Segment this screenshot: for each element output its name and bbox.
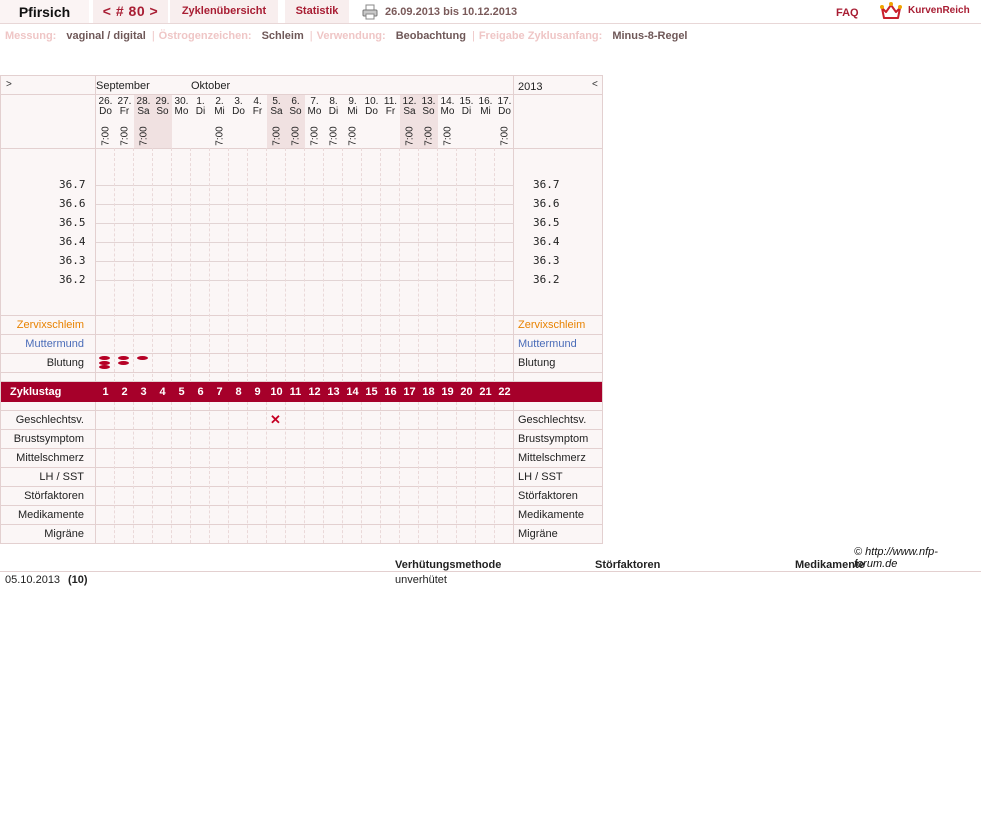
temperature-label: 36.5 xyxy=(533,216,560,229)
settings-summary xyxy=(5,30,975,42)
row-label-bleeding: Blutung xyxy=(46,357,84,369)
measurement-time xyxy=(96,125,115,147)
day-column-line xyxy=(266,148,267,382)
row-label-mittelschmerz: Mittelschmerz xyxy=(518,452,586,464)
info-separator: | xyxy=(309,30,313,42)
day-column-line xyxy=(494,148,495,382)
measurement-time xyxy=(134,125,153,147)
day-date: 11. xyxy=(383,96,398,107)
day-header[interactable] xyxy=(210,97,229,117)
cycle-day-number: 17 xyxy=(403,386,416,398)
day-weekday: Mi xyxy=(480,106,491,117)
day-column-line xyxy=(456,402,457,543)
table-row-count: (10) xyxy=(68,574,88,586)
info-value: Minus-8-Regel xyxy=(612,30,688,42)
measurement-time-text: 7:00 xyxy=(404,126,415,146)
day-column-line xyxy=(399,148,400,382)
day-date: 28. xyxy=(136,96,151,107)
chart-next-button[interactable]: < xyxy=(592,79,598,90)
user-name: Pfirsich xyxy=(0,0,89,23)
column-header-method: Verhütungsmethode xyxy=(395,559,502,571)
day-date: 7. xyxy=(310,96,319,107)
temperature-gridline xyxy=(96,223,514,224)
day-column-line xyxy=(114,148,115,382)
day-date: 13. xyxy=(421,96,436,107)
cycle-day-number: 1 xyxy=(102,386,109,398)
day-weekday: So xyxy=(422,106,435,117)
cycle-day-label: Zyklustag xyxy=(10,386,62,398)
day-header[interactable] xyxy=(115,97,134,117)
cycle-day-number: 2 xyxy=(121,386,128,398)
faq-link[interactable]: FAQ xyxy=(836,7,859,19)
day-column-line xyxy=(475,148,476,382)
day-date: 5. xyxy=(272,96,281,107)
info-value: Beobachtung xyxy=(395,30,466,42)
cycle-day-number: 3 xyxy=(140,386,147,398)
day-header[interactable] xyxy=(172,97,191,117)
day-header[interactable] xyxy=(381,97,400,117)
day-header[interactable] xyxy=(229,97,248,117)
cycle-day-number: 14 xyxy=(346,386,359,398)
bleeding-mark[interactable] xyxy=(118,356,129,360)
day-date: 10. xyxy=(364,96,379,107)
day-weekday: So xyxy=(156,106,169,117)
day-header[interactable] xyxy=(362,97,381,117)
day-column-line xyxy=(247,148,248,382)
day-column-line xyxy=(494,402,495,543)
intercourse-mark[interactable]: ✕ xyxy=(270,412,281,427)
cycle-day-number: 11 xyxy=(289,386,302,398)
bleeding-mark[interactable] xyxy=(137,356,148,360)
logo-crown-icon xyxy=(880,2,902,20)
day-weekday: Do xyxy=(232,106,245,117)
day-date: 29. xyxy=(155,96,170,107)
measurement-time-text: 7:00 xyxy=(442,126,453,146)
day-column-line xyxy=(361,148,362,382)
day-weekday: Mo xyxy=(174,106,189,117)
row-divider xyxy=(1,372,602,373)
day-header[interactable] xyxy=(457,97,476,117)
row-divider xyxy=(1,410,602,411)
day-header[interactable] xyxy=(248,97,267,117)
temperature-gridline xyxy=(96,185,514,186)
row-label-breast: Brustsymptom xyxy=(518,433,589,445)
day-column-line xyxy=(190,402,191,543)
day-column-line xyxy=(323,148,324,382)
day-header[interactable] xyxy=(286,97,305,117)
day-column-line xyxy=(475,402,476,543)
row-label-lh: LH / SST xyxy=(518,471,563,483)
table-row-method: unverhütet xyxy=(395,574,447,586)
measurement-time-text: 7:00 xyxy=(271,126,282,146)
measurement-time xyxy=(419,125,438,147)
info-value: Schleim xyxy=(261,30,304,42)
row-divider xyxy=(1,467,602,468)
day-column-line xyxy=(247,402,248,543)
temperature-gridline xyxy=(96,280,514,281)
info-separator: | xyxy=(471,30,475,42)
day-weekday: Fr xyxy=(119,106,130,117)
row-divider xyxy=(1,524,602,525)
measurement-time-text: 7:00 xyxy=(100,126,111,146)
temperature-gridline xyxy=(96,204,514,205)
measurement-time xyxy=(495,125,514,147)
day-column-line xyxy=(304,402,305,543)
day-date: 9. xyxy=(348,96,357,107)
day-weekday: Mi xyxy=(214,106,225,117)
day-column-line xyxy=(152,148,153,382)
day-column-line xyxy=(152,402,153,543)
row-divider xyxy=(1,429,602,430)
day-weekday: Do xyxy=(365,106,378,117)
cycle-chart xyxy=(0,75,603,544)
day-header[interactable] xyxy=(305,97,324,117)
day-date: 1. xyxy=(196,96,205,107)
row-label-breast: Brustsymptom xyxy=(13,433,84,445)
row-label-migraine: Migräne xyxy=(518,528,558,540)
info-label: Östrogenzeichen: xyxy=(158,30,252,42)
day-column-line xyxy=(133,402,134,543)
day-column-line xyxy=(304,148,305,382)
cycle-day-number: 21 xyxy=(479,386,492,398)
cycle-day-number: 10 xyxy=(270,386,283,398)
day-weekday: Sa xyxy=(403,106,416,117)
day-header[interactable] xyxy=(96,97,115,117)
day-date: 16. xyxy=(478,96,493,107)
row-label-cervix-os: Muttermund xyxy=(518,338,577,350)
year-label: 2013 xyxy=(518,81,543,93)
day-header[interactable] xyxy=(134,97,153,117)
chart-prev-button[interactable]: > xyxy=(6,79,12,90)
month-label: September xyxy=(96,80,150,92)
month-label: Oktober xyxy=(191,80,231,92)
row-divider xyxy=(1,486,602,487)
day-column-line xyxy=(380,148,381,382)
row-label-medication: Medikamente xyxy=(17,509,84,521)
row-label-cervix-mucus: Zervixschleim xyxy=(16,319,84,331)
cycle-day-number: 16 xyxy=(384,386,397,398)
measurement-time xyxy=(343,125,362,147)
measurement-time xyxy=(400,125,419,147)
table-row-date[interactable]: 05.10.2013 xyxy=(5,574,61,586)
day-column-line xyxy=(190,148,191,382)
measurement-time-text: 7:00 xyxy=(423,126,434,146)
measurement-time xyxy=(210,125,229,147)
info-label: Messung: xyxy=(5,30,57,42)
cycle-navigator[interactable]: < # 80 > xyxy=(93,0,168,23)
column-header-disturbance: Störfaktoren xyxy=(595,559,661,571)
temperature-label: 36.4 xyxy=(59,235,86,248)
day-date: 15. xyxy=(459,96,474,107)
day-column-line xyxy=(418,148,419,382)
day-column-line xyxy=(228,402,229,543)
day-column-line xyxy=(342,148,343,382)
day-header[interactable] xyxy=(438,97,457,117)
measurement-time-text: 7:00 xyxy=(214,126,225,146)
cycle-day-number: 18 xyxy=(422,386,435,398)
measurement-time xyxy=(286,125,305,147)
day-column-line xyxy=(228,148,229,382)
day-weekday: Di xyxy=(461,106,472,117)
row-label-intercourse: Geschlechtsv. xyxy=(15,414,84,426)
day-header[interactable] xyxy=(267,97,286,117)
bleeding-mark[interactable] xyxy=(99,356,110,360)
bleeding-mark[interactable] xyxy=(118,361,129,365)
row-divider xyxy=(1,315,602,316)
day-column-line xyxy=(380,402,381,543)
notes-table-header xyxy=(0,559,981,572)
day-column-line xyxy=(171,402,172,543)
temperature-label: 36.3 xyxy=(533,254,560,267)
day-column-line xyxy=(437,402,438,543)
row-label-lh: LH / SST xyxy=(39,471,84,483)
day-column-line xyxy=(209,402,210,543)
date-range: 26.09.2013 bis 10.12.2013 xyxy=(385,6,518,18)
day-weekday: Sa xyxy=(270,106,283,117)
info-label: Verwendung: xyxy=(316,30,386,42)
row-label-disturbance: Störfaktoren xyxy=(24,490,84,502)
info-label: Freigabe Zyklusanfang: xyxy=(478,30,603,42)
day-weekday: Mi xyxy=(347,106,358,117)
temperature-label: 36.2 xyxy=(59,273,86,286)
cycle-day-number: 4 xyxy=(159,386,166,398)
day-weekday: Di xyxy=(195,106,206,117)
row-divider xyxy=(1,505,602,506)
day-date: 26. xyxy=(98,96,113,107)
day-date: 2. xyxy=(215,96,224,107)
day-header[interactable] xyxy=(419,97,438,117)
day-column-line xyxy=(437,148,438,382)
day-column-line xyxy=(171,148,172,382)
day-header[interactable] xyxy=(495,97,514,117)
measurement-time-text: 7:00 xyxy=(309,126,320,146)
day-weekday: So xyxy=(289,106,302,117)
day-column-line xyxy=(361,402,362,543)
day-date: 8. xyxy=(329,96,338,107)
temperature-label: 36.6 xyxy=(59,197,86,210)
day-column-line xyxy=(418,402,419,543)
cycle-day-band xyxy=(1,382,602,402)
row-label-intercourse: Geschlechtsv. xyxy=(518,414,587,426)
temperature-label: 36.3 xyxy=(59,254,86,267)
cycle-day-number: 13 xyxy=(327,386,340,398)
day-date: 12. xyxy=(402,96,417,107)
day-header[interactable] xyxy=(400,97,419,117)
day-weekday: Mo xyxy=(307,106,322,117)
bleeding-mark[interactable] xyxy=(99,361,110,365)
copyright[interactable]: © http://www.nfp-forum.de xyxy=(854,546,938,570)
day-column-line xyxy=(114,402,115,543)
row-label-migraine: Migräne xyxy=(44,528,84,540)
day-header[interactable] xyxy=(153,97,172,117)
day-date: 6. xyxy=(291,96,300,107)
cycle-day-number: 20 xyxy=(460,386,473,398)
top-bar xyxy=(0,0,981,24)
day-date: 3. xyxy=(234,96,243,107)
bleeding-mark[interactable] xyxy=(99,365,110,369)
cycle-day-number: 12 xyxy=(308,386,321,398)
day-column-line xyxy=(342,402,343,543)
temperature-gridline xyxy=(96,242,514,243)
row-label-cervix-os: Muttermund xyxy=(25,338,84,350)
row-divider xyxy=(1,334,602,335)
day-header[interactable] xyxy=(191,97,210,117)
temperature-label: 36.7 xyxy=(533,178,560,191)
temperature-label: 36.7 xyxy=(59,178,86,191)
row-divider xyxy=(1,353,602,354)
row-divider xyxy=(1,448,602,449)
info-separator: | xyxy=(151,30,155,42)
tab-cycle-overview[interactable]: Zyklenübersicht xyxy=(170,0,278,23)
cycle-day-number: 5 xyxy=(178,386,185,398)
temperature-gridline xyxy=(96,261,514,262)
day-date: 30. xyxy=(174,96,189,107)
cycle-day-number: 22 xyxy=(498,386,511,398)
column-header-medication: Medikamente xyxy=(795,559,865,571)
tab-statistics[interactable]: Statistik xyxy=(285,0,349,23)
day-column-line xyxy=(456,148,457,382)
cycle-day-number: 7 xyxy=(216,386,223,398)
logo-text: KurvenReich xyxy=(908,5,970,16)
cycle-day-number: 8 xyxy=(235,386,242,398)
measurement-time xyxy=(115,125,134,147)
measurement-time-text: 7:00 xyxy=(328,126,339,146)
day-weekday: Fr xyxy=(385,106,396,117)
measurement-time xyxy=(267,125,286,147)
measurement-time xyxy=(324,125,343,147)
temperature-label: 36.5 xyxy=(59,216,86,229)
day-date: 14. xyxy=(440,96,455,107)
day-weekday: Do xyxy=(99,106,112,117)
measurement-time xyxy=(305,125,324,147)
row-label-cervix-mucus: Zervixschleim xyxy=(518,319,586,331)
temperature-label: 36.6 xyxy=(533,197,560,210)
cycle-day-number: 9 xyxy=(254,386,261,398)
cycle-day-number: 6 xyxy=(197,386,204,398)
row-label-bleeding: Blutung xyxy=(518,357,556,369)
day-column-line xyxy=(285,402,286,543)
measurement-time xyxy=(438,125,457,147)
day-column-line xyxy=(399,402,400,543)
day-header[interactable] xyxy=(324,97,343,117)
printer-icon[interactable] xyxy=(362,4,378,20)
day-column-line xyxy=(285,148,286,382)
day-header[interactable] xyxy=(343,97,362,117)
day-date: 17. xyxy=(497,96,512,107)
row-label-mittelschmerz: Mittelschmerz xyxy=(16,452,84,464)
info-value: vaginal / digital xyxy=(66,30,146,42)
measurement-time-text: 7:00 xyxy=(138,126,149,146)
row-divider xyxy=(1,148,602,149)
day-date: 4. xyxy=(253,96,262,107)
temperature-label: 36.4 xyxy=(533,235,560,248)
cycle-day-number: 19 xyxy=(441,386,454,398)
measurement-time-text: 7:00 xyxy=(290,126,301,146)
row-label-medication: Medikamente xyxy=(518,509,585,521)
day-date: 27. xyxy=(117,96,132,107)
measurement-time-text: 7:00 xyxy=(347,126,358,146)
day-header[interactable] xyxy=(476,97,495,117)
measurement-time-text: 7:00 xyxy=(119,126,130,146)
day-weekday: Di xyxy=(328,106,339,117)
day-weekday: Mo xyxy=(440,106,455,117)
day-weekday: Sa xyxy=(137,106,150,117)
temperature-label: 36.2 xyxy=(533,273,560,286)
day-column-line xyxy=(323,402,324,543)
day-weekday: Do xyxy=(498,106,511,117)
row-label-disturbance: Störfaktoren xyxy=(518,490,578,502)
cycle-day-number: 15 xyxy=(365,386,378,398)
day-column-line xyxy=(266,402,267,543)
measurement-time-text: 7:00 xyxy=(499,126,510,146)
day-column-line xyxy=(209,148,210,382)
day-column-line xyxy=(133,148,134,382)
day-weekday: Fr xyxy=(252,106,263,117)
